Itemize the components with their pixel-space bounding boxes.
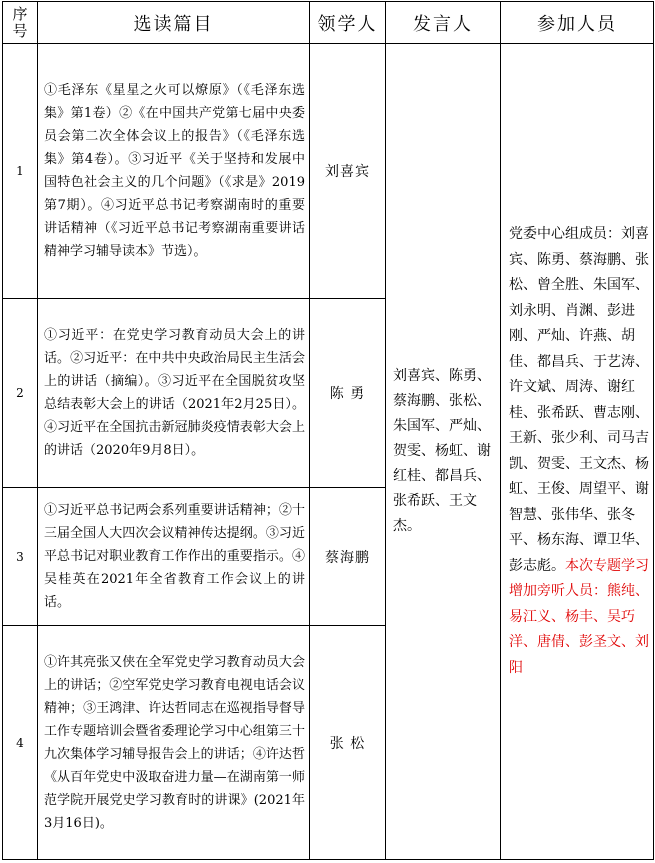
participants-members: 党委中心组成员：刘喜宾、陈勇、蔡海鹏、张松、曾全胜、朱国军、刘永明、肖渊、彭进刚、严灿、许燕、胡佳、都昌兵、于艺涛、许文斌、周涛、谢红桂、张希跃、曹志刚、王新、张少利、司马吉凯、贺雯、王文杰、杨虹、王俊、周望平、谢智慧、张伟华、张冬平、杨东海、谭卫华、彭志彪。 <box>509 226 649 574</box>
reading-text: ①许其亮张又侠在全军党史学习教育动员大会上的讲话；②空军党史学习教育电视电话会议精神；③王鸿津、许达哲同志在巡视指导督导工作专题培训会暨省委理论学习中心组第三十九次集体学习辅导报告会上的讲话；④许达哲《从百年党史中汲取奋进力量—在湖南第一师范学院开展党史学习教育时的讲课》(2021年3月16日)。 <box>44 654 305 831</box>
leader-name: 陈 勇 <box>310 299 386 488</box>
header-seq-char-1: 序 <box>12 4 28 23</box>
leader-name: 刘喜宾 <box>310 44 386 299</box>
reading-text: ①毛泽东《星星之火可以燎原》（《毛泽东选集》第1卷）②《在中国共产党第七届中央委员会第二次全体会议上的报告》（《毛泽东选集》第4卷）。③习近平《关于坚持和发展中国特色社会主义的几个问题》（《求是》2019第7期）。④习近平总书记考察湖南时的重要讲话精神（《习近平总书记考察湖南重要讲话精神学习辅导读本》节选）。 <box>44 83 305 259</box>
header-leader: 领学人 <box>310 2 386 44</box>
reading-list <box>38 44 310 299</box>
reading-list <box>38 626 310 860</box>
header-participants: 参加人员 <box>501 2 654 44</box>
row-number: 1 <box>3 44 38 299</box>
leader-name: 张 松 <box>310 626 386 860</box>
row-number: 2 <box>3 299 38 488</box>
table-row <box>3 44 654 299</box>
row-number: 4 <box>3 626 38 860</box>
header-seq <box>3 2 38 44</box>
leader-name: 蔡海鹏 <box>310 488 386 626</box>
header-row <box>3 2 654 44</box>
reading-text: ①习近平：在党史学习教育动员大会上的讲话。②习近平：在中共中央政治局民主生活会上的讲话（摘编）。③习近平在全国脱贫攻坚总结表彰大会上的讲话（2021年2月25日）。④习近平在全国抗击新冠肺炎疫情表彰大会上的讲话（2020年9月8日）。 <box>44 328 305 458</box>
study-schedule-table <box>2 1 654 860</box>
speakers-cell: 刘喜宾、陈勇、蔡海鹏、张松、朱国军、严灿、贺雯、杨虹、谢红桂、都昌兵、张希跃、王文杰。 <box>386 44 501 860</box>
participants-auditors: 本次专题学习增加旁听人员：熊纯、易江义、杨丰、吴巧洋、唐倩、彭圣文、刘阳 <box>509 557 649 676</box>
reading-list <box>38 299 310 488</box>
header-speakers: 发言人 <box>386 2 501 44</box>
header-seq-char-2: 号 <box>12 21 28 40</box>
reading-list <box>38 488 310 626</box>
participants-cell <box>501 44 654 860</box>
row-number: 3 <box>3 488 38 626</box>
header-readings: 选读篇目 <box>38 2 310 44</box>
reading-text: ①习近平总书记两会系列重要讲话精神；②十三届全国人大四次会议精神传达提纲。③习近平总书记对职业教育工作作出的重要指示。④吴桂英在2021年全省教育工作会议上的讲话。 <box>44 503 305 610</box>
